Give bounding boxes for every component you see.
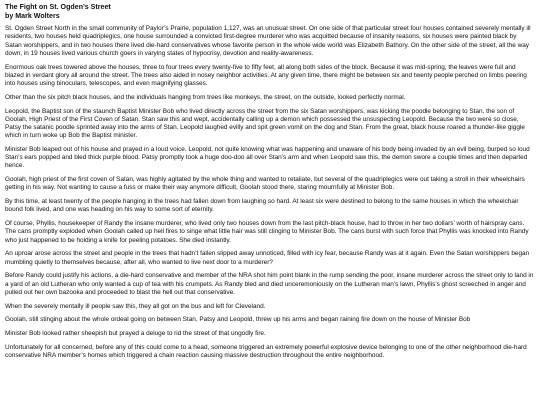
paragraph: Minister Bob leaped out of his house and prayed in a loud voice. Leopold, not quite knowing what was happening and unaware of his body being invaded by an evil being, burped so loud Stan’s ears popped and bled thick purple blood. Patsy promptly took a huge doo-doo all over Stan’s arm and when Leopold saw this, the demon swore a couple times and then departed hence. bbox=[5, 146, 530, 170]
paragraph: Goolah, still stinging about the whole ordeal going on between Stan, Patsy and Leopold, threw up his arms and began raining fire down on the house of Minister Bob bbox=[5, 316, 471, 324]
paragraph: Unfortunately for all concerned, before any of this could come to a head, someone triggered an extremely powerful explosive device belonging to one of the other neighborhood die-hard conservative NRA member’s homes which triggered a chain reaction causing massive destruction throughout the entire neighborhood. bbox=[5, 344, 527, 360]
paragraph: Before Randy could justify his actions, a die-hard conservative and member of the NRA shot him point blank in the rump sending the poor, insane murderer across the street only to land in a yard of an old Lutheran who only wanted a cup of tea with his crumpets. As Randy bled and died unceremoniously on the Lutheran man’s lawn, Phyllis’s ghost screeched in anger and pulled out her own bazooka and proceeded to blast the hell out that conservative. bbox=[5, 272, 534, 296]
paragraph: An uproar arose across the street and people in the trees that hadn’t fallen slipped away unnoticed, filled with icy fear, because Randy was at it again. Even the Satan worshippers began mumbling quietly to themselves because, after all, who wanted to live next door to a murderer? bbox=[5, 250, 530, 266]
story-byline: by Mark Wolters bbox=[5, 11, 60, 20]
paragraph: Enormous oak trees towered above the houses, three to four trees every twenty-five to fifty feet, all along both sides of the block. Because it was mid-spring, the leaves were full and blazed in verdant glory all around the street. The trees also aided in nosey neighbor activities. At any given time, there might be between six and twenty people perched on limbs peering into houses using binoculars, telescopes, and even magnifying glasses. bbox=[5, 63, 527, 87]
paragraph: When the severely mentally ill people saw this, they all got on the bus and left for Cleveland. bbox=[5, 302, 266, 310]
paragraph: By this time, at least twenty of the people hanging in the trees had fallen down from laughing so hard. At least six were destined to belong to the same houses in which the wheelchair bound folk lived, and one was heading on his way to some sort of eternity. bbox=[5, 198, 519, 214]
paragraph: Leopold, the Baptist son of the staunch Baptist Minister Bob who lived directly across the street from the six Satan worshippers, was kicking the poodle belonging to Stan, the son of Goolah, High Priest of the First Coven of Satan. Stan saw this and wept, accidentally calling up a demon which possessed the unsuspecting Leopold. Because the two were so close, Patsy the satanic poodle sprinted away into the arms of Stan. Leopold laughed evilly and spit green vomit on the dog and Stan. From the great, black house roared a thunder-like giggle which in turn woke up Bob the Baptist minister. bbox=[5, 107, 525, 140]
paragraph: Of course, Phyllis, housekeeper of Randy the insane murderer, who lived only two houses down from the last pitch-black house, had to throw in her two dollars’ worth of hairspray cans. The cans promptly exploded when Goolah called up hell fires to singe what little hair was still clinging to Minister Bob. The cans burst with such force that Phyllis was knocked into Randy who just happened to be holding a knife for peeling potatoes. She died instantly. bbox=[5, 220, 529, 244]
paragraph: Goolah, high priest of the first coven of Satan, was highly agitated by the whole thing and wanted to retaliate, but several of the quadriplegics were out taking a stroll in their wheelchairs getting in his way. Not wanting to cause a fuss or make their way anymore difficult, Goolah stood there, staring mournfully at Minister Bob. bbox=[5, 176, 525, 192]
paragraph: Minister Bob looked rather sheepish but prayed a deluge to rid the street of that ungodly fire. bbox=[5, 330, 266, 338]
paragraph: St. Ogden Street North in the small community of Paylor’s Prairie, population 1,127, was an unusual street. On one side of that particular street four houses contained severely mentally ill residents, two houses held quadriplegics, one house surrounded a convicted first-degree murderer who was acquitted because of insanity reasons, six houses were painted black by Satan worshippers, and in two houses there lived die-hard conservatives whose favorite person in the whole wide world was Elizabeth Bathory. On the other side of the street, all the way down, in 19 houses lived various church goers in varying states of hypocrisy, devotion and reality-awareness. bbox=[5, 25, 531, 57]
story-title: The Fight on St. Ogden’s Street bbox=[5, 3, 111, 11]
paragraph: Other than the six pitch black houses, and the individuals hanging from trees like monkeys, the street, on the outside, looked perfectly normal. bbox=[5, 93, 406, 101]
